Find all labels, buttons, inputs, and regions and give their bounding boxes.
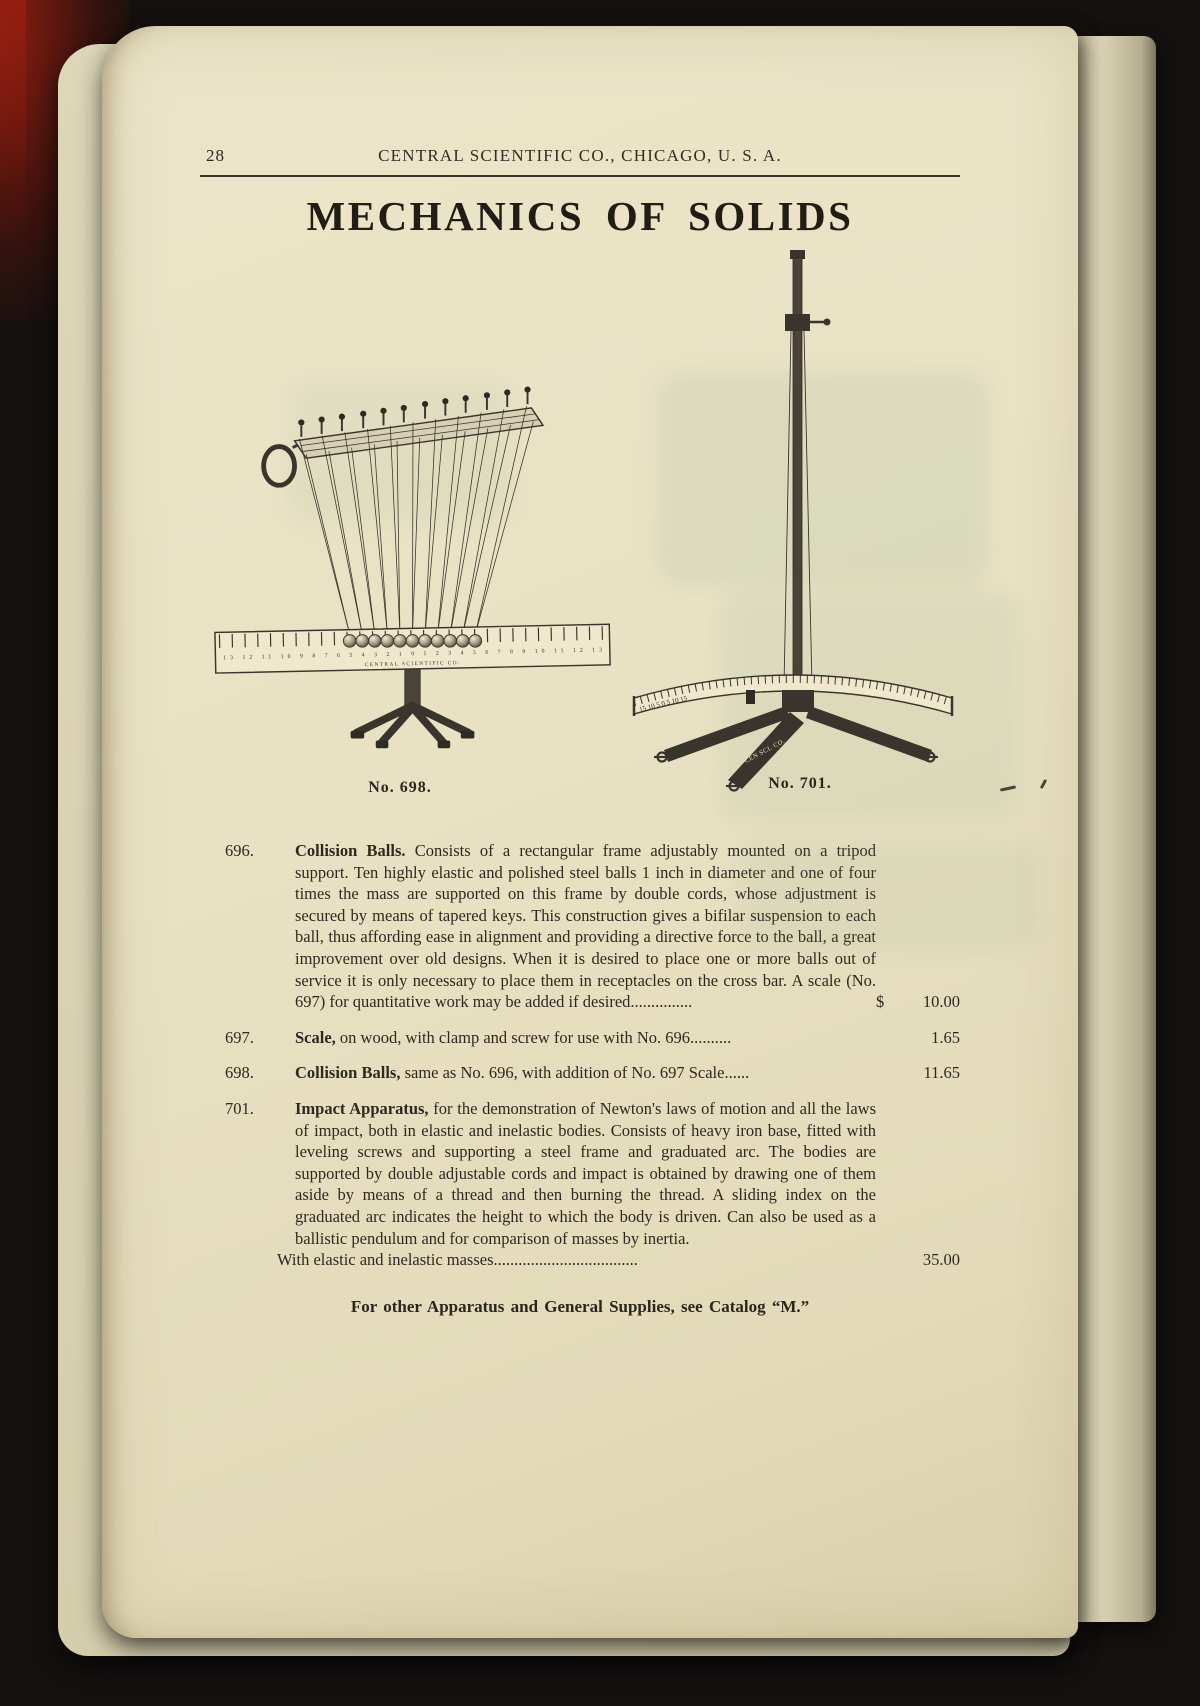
entry-price <box>876 840 960 1013</box>
scale-numbers: 13 12 11 10 9 8 7 6 5 4 3 2 1 0 1 2 3 4 5 6 7 8 9 10 11 12 13 <box>223 647 603 662</box>
entry-lead: Collision Balls. <box>295 841 406 860</box>
header-company-name: CENTRAL SCIENTIFIC CO., CHICAGO, U. S. A. <box>378 146 782 165</box>
entry-description <box>295 840 876 1013</box>
entry-body-text: Consists of a rectangular frame adjustably mounted on a tripod support. Ten highly elastic and polished steel balls 1 inch in diameter and one of four times the mass are supported on this frame by double cords, whose adjustment is secured by means of tapered keys. This construction gives a bifilar suspension to each ball, thus affording ease in alignment and providing a directive force to the ball, a great improvement over old designs. When it is desired to place one or more balls out of service it is only necessary to place them in receptacles on the cross bar. A scale (No. 697) for quantitative work may be added if desired............... <box>295 841 877 1012</box>
tripod-feet <box>351 731 475 748</box>
page-number: 28 <box>206 146 225 165</box>
entry-price <box>876 1027 960 1049</box>
base-maker-label: CEN SCI. CO. <box>743 737 787 765</box>
page-title: MECHANICS OF SOLIDS <box>306 193 854 239</box>
impact-apparatus-figure <box>628 246 958 806</box>
entry-body-text: for the demonstration of Newton's laws of motion and all the laws of impact, both in elastic and inelastic bodies. Consists of heavy iron base, fitted with leveling screws and supporting a steel frame and graduated arc. The bodies are supported by double adjustable cords and impact is obtained by drawing one of them aside by means of a thread and then burning the thread. A sliding index on the graduated arc indicates the height to which the body is driven. Can also be used as a ballistic pendulum and for comparison of masses by inertia. <box>295 1098 876 1248</box>
book-spine-red-strip <box>0 0 26 240</box>
entry-701-main <box>225 1098 960 1249</box>
entry-lead: Collision Balls, <box>295 1063 401 1083</box>
entry-696 <box>225 840 960 1013</box>
entry-697 <box>225 1027 960 1049</box>
entry-698 <box>225 1062 960 1084</box>
subline-indent <box>225 1249 277 1271</box>
entry-body-text: on wood, with clamp and screw for use with No. 696.......... <box>339 1027 732 1047</box>
arc-numbers: 15 10 5 0 5 10 15 <box>638 694 688 714</box>
entry-number: 696. <box>225 841 254 860</box>
entry-number: 698. <box>225 1063 254 1083</box>
entry-number: 701. <box>225 1098 254 1118</box>
collision-balls-figure <box>205 348 620 783</box>
figure-caption-698: No. 698. <box>368 779 432 796</box>
currency-sign: $ <box>876 992 885 1012</box>
entry-price <box>876 1062 960 1084</box>
entry-body-text: same as No. 696, with addition of No. 697 Scale...... <box>404 1063 750 1083</box>
entry-price: 35.00 <box>922 1250 960 1270</box>
entry-price-spacer <box>876 1098 960 1249</box>
steel-balls <box>343 635 481 648</box>
scale-bar <box>215 624 610 673</box>
catalog-page <box>102 26 1078 1638</box>
entry-701-subline <box>225 1249 960 1271</box>
entry-701 <box>225 1098 960 1271</box>
price-value: 10.00 <box>922 992 960 1012</box>
entry-description <box>295 1062 876 1084</box>
page-header <box>200 146 960 177</box>
entry-number: 697. <box>225 1027 254 1047</box>
entry-lead: Scale, <box>295 1027 336 1047</box>
entry-lead: Impact Apparatus, <box>295 1098 429 1118</box>
figures-area <box>200 246 960 802</box>
scale-maker-label: CENTRAL SCIENTIFIC CO. <box>364 660 461 669</box>
price-value: 1.65 <box>931 1027 960 1047</box>
page-content <box>200 146 960 1317</box>
figure-caption-701: No. 701. <box>768 775 832 792</box>
page-footer-note: For other Apparatus and General Supplies, see Catalog “M.” <box>350 1296 810 1316</box>
entry-description <box>295 1098 876 1249</box>
entry-description <box>295 1027 876 1049</box>
price-value: 11.65 <box>923 1063 960 1083</box>
subline-text: With elastic and inelastic masses................................... <box>277 1250 638 1270</box>
catalog-entries <box>200 840 960 1271</box>
